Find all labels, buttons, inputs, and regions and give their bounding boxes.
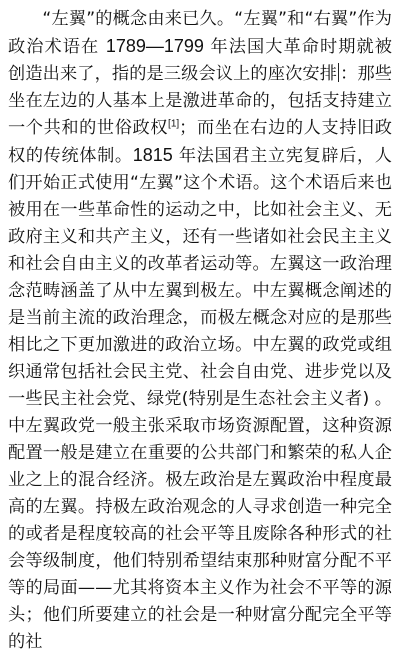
text-cursor bbox=[338, 63, 339, 82]
text-segment-revolution: 年法国大革命时期就被创造出来了，指的是三级会议上的座次安排 bbox=[8, 37, 392, 84]
year-1815: 1815 bbox=[132, 145, 173, 165]
text-segment-right-seats: ；而坐在右边的人支持旧政权的传统体制。 bbox=[8, 118, 392, 166]
text-segment-left-seats: ：那些坐在左边的人基本上是激进革命的，包括支持建立一个共和的世俗政权 bbox=[8, 64, 392, 138]
text-segment-main-body: 年法国君主立宪复辟后，人们开始正式使用“左翼”这个术语。这个术语后来也被用在一些革命性的运动之中，比如社会主义、无政府主义和共产主义，还有一些诸如社会民主主义和社会自由主义的改革者运动等。左翼这一政治理念范畴涵盖了从中左翼到极左。中左翼概念阐述的是当前主流的政治理念，而极左概念对应的是那些相比之下更加激进的政治立场。中左翼的政党或组织通常包括社会民主党、社会自由党、进步党以及一些民主社会党、绿党(特别是生态社会主义者) 。中左翼政党一般主张采取市场资源配置，这种资源配置一般是建立在重要的公共部门和繁荣的私人企业之上的混合经济。极左政治是左翼政治中程度最高的左翼。持极左政治观念的人寻求创造一种完全的或者是程度较高的社会平等且废除各种形式的社会等级制度，他们特别希望结束那种财富分配不平等的局面——尤其将资本主义作为社会不平等的源头；他们所要建立的社会是一种财富分配完全平等的社 bbox=[8, 146, 392, 652]
body-paragraph bbox=[8, 6, 392, 656]
text-segment-intro: “左翼”的概念由来已久。“左翼”和“右翼”作为政治术语在 bbox=[8, 9, 392, 57]
year-range-1789-1799: 1789—1799 bbox=[105, 36, 204, 56]
footnote-reference[interactable]: [1] bbox=[168, 118, 180, 130]
